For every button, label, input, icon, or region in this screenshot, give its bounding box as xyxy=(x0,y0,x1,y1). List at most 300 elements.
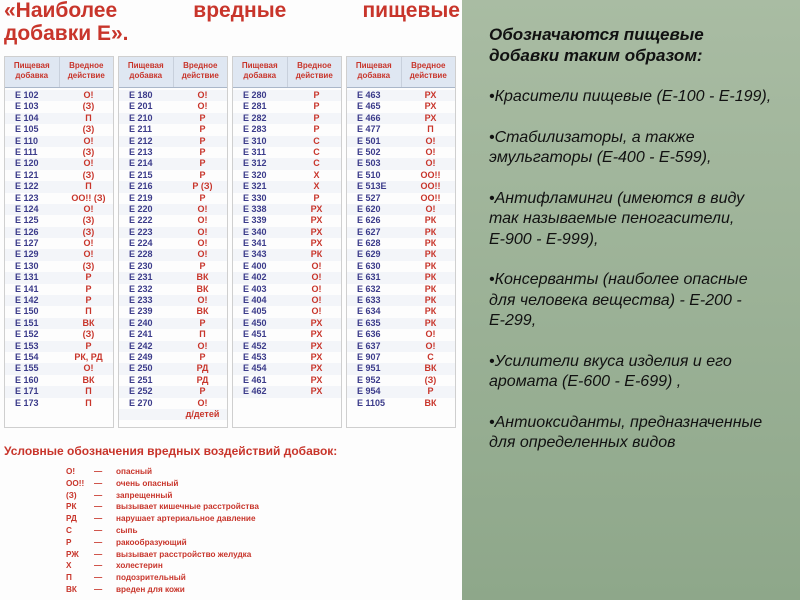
additive-code: Е 153 xyxy=(15,340,39,351)
harm-effect: Р xyxy=(85,272,92,283)
legend-dash: — xyxy=(94,525,103,535)
legend-item xyxy=(66,466,259,478)
harm-effect: (З) xyxy=(82,169,95,180)
harm-effect: С xyxy=(313,158,320,169)
table-row xyxy=(347,158,455,169)
table-row xyxy=(119,215,227,226)
additive-code: Е 501 xyxy=(357,135,381,146)
harm-effect: П xyxy=(85,306,92,317)
table-row xyxy=(119,329,227,340)
legend-meaning: запрещенный xyxy=(116,490,173,500)
harm-effect: Р (З) xyxy=(192,181,213,192)
additive-code: Е 103 xyxy=(15,101,39,112)
harm-effect: Р xyxy=(313,90,320,100)
harm-effect: Р xyxy=(199,351,206,362)
info-list xyxy=(489,87,774,454)
harm-effect: Р xyxy=(85,283,92,294)
info-item: •Антифламинги (имеются в виду так называемые пеногасители, Е-900 - Е-999), xyxy=(489,189,745,248)
harm-effect: Х xyxy=(313,169,320,180)
additive-code: Е 251 xyxy=(129,374,153,385)
harm-effect: О! xyxy=(197,397,208,408)
table-row xyxy=(5,193,113,204)
title-word-1: «Наиболее xyxy=(4,0,118,22)
legend-dash: — xyxy=(94,467,103,476)
additive-code: Е 503 xyxy=(357,158,381,169)
additive-code: Е 632 xyxy=(357,283,381,294)
image-title xyxy=(4,0,460,46)
harm-effect: ОО!! xyxy=(420,192,441,203)
table-row xyxy=(119,352,227,363)
additive-code: Е 230 xyxy=(129,260,153,271)
additive-code: Е 403 xyxy=(243,283,267,294)
additive-code: Е 127 xyxy=(15,238,39,249)
additive-code: Е 513Е xyxy=(357,181,387,192)
harm-effect: ОО!! xyxy=(420,169,441,180)
additive-code: Е 222 xyxy=(129,215,153,226)
info-panel xyxy=(462,0,800,600)
harm-effect: РК xyxy=(424,226,437,237)
table-row xyxy=(347,272,455,283)
harm-effect: П xyxy=(85,181,92,192)
table-row xyxy=(347,147,455,158)
table-row xyxy=(347,204,455,215)
harm-effect: РК xyxy=(310,249,323,260)
additive-code: Е 216 xyxy=(129,181,153,192)
additive-code: Е 951 xyxy=(357,363,381,374)
table-row xyxy=(5,215,113,226)
additive-code: Е 339 xyxy=(243,215,267,226)
harm-effect: РХ xyxy=(310,329,323,340)
additive-code: Е 343 xyxy=(243,249,267,260)
table-row xyxy=(347,318,455,329)
legend-dash: — xyxy=(94,478,103,488)
harm-effect: Р xyxy=(199,317,206,328)
harm-effect: РХ xyxy=(310,203,323,214)
table-row xyxy=(233,193,341,204)
harm-effect: РХ xyxy=(310,317,323,328)
additive-code: Е 228 xyxy=(129,249,153,260)
additive-code: Е 180 xyxy=(129,90,153,100)
table-row xyxy=(233,318,341,329)
additive-code: Е 155 xyxy=(15,363,39,374)
table-body xyxy=(233,88,341,398)
additive-code: Е 631 xyxy=(357,272,381,283)
title-line-2: добавки Е». xyxy=(4,22,129,45)
table-row xyxy=(5,101,113,112)
harm-effect: О! xyxy=(83,238,94,249)
harm-effect: РК xyxy=(424,238,437,249)
table-row xyxy=(347,295,455,306)
additive-code: Е 280 xyxy=(243,90,267,100)
additive-code: Е 129 xyxy=(15,249,39,260)
harm-effect: О! xyxy=(197,340,208,351)
table-row xyxy=(347,249,455,260)
harm-effect: РК xyxy=(424,249,437,260)
table-row xyxy=(233,90,341,101)
harm-effect: (З) xyxy=(424,374,437,385)
title-word-2: вредные xyxy=(193,0,287,22)
harm-effect: О! xyxy=(197,90,208,100)
harm-effect: РК xyxy=(424,215,437,226)
harm-effect: (З) xyxy=(82,329,95,340)
additive-code: Е 954 xyxy=(357,386,381,397)
harm-effect: РХ xyxy=(310,351,323,362)
table-row xyxy=(347,386,455,397)
harm-effect: С xyxy=(313,146,320,157)
table-row xyxy=(233,341,341,352)
table-row xyxy=(347,170,455,181)
additive-code: Е 320 xyxy=(243,169,267,180)
legend-item xyxy=(66,501,259,513)
table-row xyxy=(5,352,113,363)
harm-effect: (З) xyxy=(82,101,95,112)
table-row xyxy=(347,124,455,135)
table-row xyxy=(5,398,113,409)
legend-dash: — xyxy=(94,584,103,594)
harm-effect: С xyxy=(313,135,320,146)
additive-code: Е 634 xyxy=(357,306,381,317)
harm-effect: О! xyxy=(311,272,322,283)
harm-effect: ВК xyxy=(424,397,437,408)
additive-code: Е 462 xyxy=(243,386,267,397)
additive-code: Е 239 xyxy=(129,306,153,317)
table-row xyxy=(233,147,341,158)
additive-code: Е 311 xyxy=(243,146,267,157)
harm-effect: (З) xyxy=(82,215,95,226)
additive-code: Е 330 xyxy=(243,192,267,203)
additive-code: Е 338 xyxy=(243,203,267,214)
additive-code: Е 466 xyxy=(357,112,381,123)
info-item: •Красители пищевые (Е-100 - Е-199), xyxy=(489,88,772,105)
legend-item xyxy=(66,478,259,490)
additive-code: Е 281 xyxy=(243,101,267,112)
additive-code: Е 130 xyxy=(15,260,39,271)
additive-code: Е 1105 xyxy=(357,397,386,408)
harm-effect: РХ xyxy=(310,340,323,351)
harm-effect: П xyxy=(199,329,206,340)
table-row xyxy=(347,261,455,272)
harm-effect: О! xyxy=(425,340,436,351)
table-row xyxy=(347,341,455,352)
table-row xyxy=(119,249,227,260)
table-row xyxy=(119,204,227,215)
harm-effect: П xyxy=(85,397,92,408)
table-row xyxy=(119,238,227,249)
additives-tables xyxy=(4,56,460,428)
table-row xyxy=(233,352,341,363)
harm-effect: РХ xyxy=(424,90,437,100)
legend-item xyxy=(66,525,259,537)
legend-item xyxy=(66,572,259,584)
legend-item xyxy=(66,537,259,549)
table-row xyxy=(119,193,227,204)
table-row xyxy=(119,227,227,238)
table-row xyxy=(5,284,113,295)
table-row xyxy=(233,375,341,386)
harm-effect: Х xyxy=(313,181,320,192)
legend-meaning: вызывает расстройство желудка xyxy=(116,549,252,559)
additive-code: Е 154 xyxy=(15,351,39,362)
table-row xyxy=(5,341,113,352)
table-body xyxy=(347,88,455,409)
table-row xyxy=(347,329,455,340)
harm-effect: (З) xyxy=(82,260,95,271)
table-row xyxy=(347,113,455,124)
additive-code: Е 240 xyxy=(129,317,153,328)
harm-effect: Р xyxy=(199,124,206,135)
table-row xyxy=(5,136,113,147)
harm-effect: П xyxy=(427,124,434,135)
legend-dash: — xyxy=(94,561,103,571)
table-row xyxy=(119,136,227,147)
additive-code: Е 224 xyxy=(129,238,153,249)
harm-effect: Р xyxy=(313,101,320,112)
harm-effect: Р xyxy=(199,135,206,146)
table-row xyxy=(5,318,113,329)
harm-effect: Р xyxy=(85,340,92,351)
table-row xyxy=(233,158,341,169)
table-row xyxy=(119,261,227,272)
harm-effect: О! xyxy=(83,158,94,169)
table-row xyxy=(347,101,455,112)
table-row xyxy=(119,181,227,192)
legend-dash: — xyxy=(94,573,103,583)
table-row xyxy=(233,284,341,295)
table-row xyxy=(347,352,455,363)
harm-effect: Р xyxy=(313,124,320,135)
table-row xyxy=(233,272,341,283)
harm-effect: О! xyxy=(197,101,208,112)
harm-effect: РД xyxy=(196,363,209,374)
harm-effect: О! xyxy=(197,226,208,237)
additive-code: Е 173 xyxy=(15,397,39,408)
table-row xyxy=(233,363,341,374)
legend-key: П xyxy=(66,573,72,583)
additive-code: Е 123 xyxy=(15,192,39,203)
table-block xyxy=(118,56,228,428)
table-row xyxy=(233,215,341,226)
legend-item xyxy=(66,584,259,596)
harm-effect: О! xyxy=(425,135,436,146)
additive-code: Е 463 xyxy=(357,90,381,100)
title-word-3: пищевые xyxy=(362,0,460,22)
table-row xyxy=(233,113,341,124)
legend-meaning: подозрительный xyxy=(116,573,186,583)
table-row xyxy=(5,261,113,272)
additive-code: Е 635 xyxy=(357,317,381,328)
table-row xyxy=(233,306,341,317)
legend-item xyxy=(66,560,259,572)
additive-code: Е 502 xyxy=(357,146,381,157)
harm-effect: ВК xyxy=(82,317,95,328)
harm-effect: Р xyxy=(313,112,320,123)
legend-key: РК xyxy=(66,502,77,512)
legend-dash: — xyxy=(94,514,103,524)
harm-effect: (З) xyxy=(82,226,95,237)
table-row xyxy=(119,398,227,409)
info-item: •Антиоксиданты, предназначенные для определенных видов xyxy=(489,413,763,451)
harm-effect: ВК xyxy=(424,363,437,374)
additive-code: Е 211 xyxy=(129,124,153,135)
additive-code: Е 453 xyxy=(243,351,267,362)
table-row xyxy=(119,341,227,352)
legend-key: РД xyxy=(66,514,77,524)
legend-meaning: ракообразующий xyxy=(116,537,187,547)
additive-code: Е 122 xyxy=(15,181,39,192)
legend-meaning: вреден для кожи xyxy=(116,584,185,594)
additive-code: Е 152 xyxy=(15,329,39,340)
table-header xyxy=(5,57,113,88)
legend-item xyxy=(66,513,259,525)
legend-key: Р xyxy=(66,537,72,547)
table-row xyxy=(119,170,227,181)
table-row xyxy=(233,295,341,306)
harm-effect: РХ xyxy=(424,112,437,123)
additive-code: Е 150 xyxy=(15,306,39,317)
additive-code xyxy=(119,409,178,420)
table-row xyxy=(5,170,113,181)
additive-code: Е 171 xyxy=(15,386,39,397)
legend-meaning: холестерин xyxy=(116,561,163,571)
table-row xyxy=(5,329,113,340)
additive-code: Е 126 xyxy=(15,226,39,237)
additive-code: Е 151 xyxy=(15,317,39,328)
additive-code: Е 402 xyxy=(243,272,267,283)
additive-code: Е 404 xyxy=(243,295,267,306)
table-row xyxy=(119,295,227,306)
harm-effect: ВК xyxy=(196,283,209,294)
table-row xyxy=(233,181,341,192)
legend-dash: — xyxy=(94,549,103,559)
additive-code: Е 628 xyxy=(357,238,381,249)
additive-code: Е 283 xyxy=(243,124,267,135)
additive-code: Е 454 xyxy=(243,363,267,374)
harm-effect: О! xyxy=(311,260,322,271)
additive-code: Е 242 xyxy=(129,340,153,351)
harm-effect: Р xyxy=(85,295,92,306)
header-additive: Пищевая добавка xyxy=(119,57,174,87)
harm-effect: О! xyxy=(197,295,208,306)
harm-effect: (З) xyxy=(82,124,95,135)
harm-effect: О! xyxy=(83,90,94,100)
additive-code: Е 461 xyxy=(243,374,267,385)
table-row xyxy=(119,284,227,295)
harm-effect: (З) xyxy=(82,146,95,157)
additive-code: Е 241 xyxy=(129,329,153,340)
table-row xyxy=(119,147,227,158)
table-header xyxy=(347,57,455,88)
harm-effect: РК xyxy=(424,283,437,294)
legend-item xyxy=(66,549,259,561)
additive-code: Е 252 xyxy=(129,386,153,397)
table-row xyxy=(5,295,113,306)
table-row xyxy=(5,238,113,249)
harm-effect: О! xyxy=(83,249,94,260)
additive-code: Е 626 xyxy=(357,215,381,226)
harm-effect: д/детей xyxy=(185,408,220,419)
harm-effect: РК xyxy=(424,317,437,328)
header-additive: Пищевая добавка xyxy=(233,57,288,87)
table-row xyxy=(119,90,227,101)
additive-code: Е 282 xyxy=(243,112,267,123)
additive-code: Е 131 xyxy=(15,272,39,283)
harm-effect: Р xyxy=(427,386,434,397)
harm-effect: О! xyxy=(83,203,94,214)
info-item: •Консерванты (наиболее опасные для человека вещества) - Е-200 - Е-299, xyxy=(489,271,748,329)
legend-key: ВК xyxy=(66,584,77,594)
additive-code: Е 110 xyxy=(15,135,39,146)
additive-code: Е 215 xyxy=(129,169,153,180)
harm-effect: РХ xyxy=(310,374,323,385)
additive-code: Е 104 xyxy=(15,112,39,123)
harm-effect: РК, РД xyxy=(74,351,103,362)
harm-effect: РК xyxy=(424,295,437,306)
additive-code: Е 121 xyxy=(15,169,39,180)
harm-effect: Р xyxy=(199,146,206,157)
table-row xyxy=(347,284,455,295)
harm-effect: Р xyxy=(199,260,206,271)
harm-effect: РХ xyxy=(310,363,323,374)
additive-code: Е 232 xyxy=(129,283,153,294)
harm-effect: Р xyxy=(313,192,320,203)
harm-effect: О! xyxy=(425,329,436,340)
additive-code: Е 452 xyxy=(243,340,267,351)
legend-dash: — xyxy=(94,537,103,547)
table-row xyxy=(347,375,455,386)
table-row xyxy=(119,124,227,135)
table-row xyxy=(347,215,455,226)
info-item: •Стабилизаторы, а также эмульгаторы (Е-400 - Е-599), xyxy=(489,128,712,166)
additive-code: Е 400 xyxy=(243,260,267,271)
harm-effect: О! xyxy=(83,363,94,374)
additive-code: Е 510 xyxy=(357,169,381,180)
harm-effect: РХ xyxy=(310,238,323,249)
table-row xyxy=(5,124,113,135)
additive-code: Е 219 xyxy=(129,192,153,203)
table-row xyxy=(5,158,113,169)
legend-key: РЖ xyxy=(66,549,79,559)
additive-code: Е 527 xyxy=(357,192,381,203)
table-header xyxy=(119,57,227,88)
additive-code: Е 341 xyxy=(243,238,267,249)
table-row xyxy=(119,113,227,124)
additive-code: Е 477 xyxy=(357,124,381,135)
harm-effect: О! xyxy=(197,203,208,214)
additive-code: Е 231 xyxy=(129,272,153,283)
additive-code: Е 124 xyxy=(15,203,39,214)
legend-item xyxy=(66,490,259,502)
additive-code: Е 627 xyxy=(357,226,381,237)
legend xyxy=(66,466,259,596)
table-row xyxy=(119,318,227,329)
table-row xyxy=(119,101,227,112)
additive-code: Е 312 xyxy=(243,158,267,169)
harm-effect: РД xyxy=(196,374,209,385)
harm-effect: ВК xyxy=(82,374,95,385)
table-row xyxy=(5,306,113,317)
table-header xyxy=(233,57,341,88)
table-row xyxy=(5,90,113,101)
table-row xyxy=(233,329,341,340)
harm-effect: О! xyxy=(197,238,208,249)
additive-code: Е 233 xyxy=(129,295,153,306)
additive-code: Е 465 xyxy=(357,101,381,112)
table-block xyxy=(232,56,342,428)
table-row xyxy=(5,147,113,158)
legend-meaning: опасный xyxy=(116,467,153,476)
harm-effect: О! xyxy=(425,146,436,157)
additive-code: Е 102 xyxy=(15,90,39,100)
